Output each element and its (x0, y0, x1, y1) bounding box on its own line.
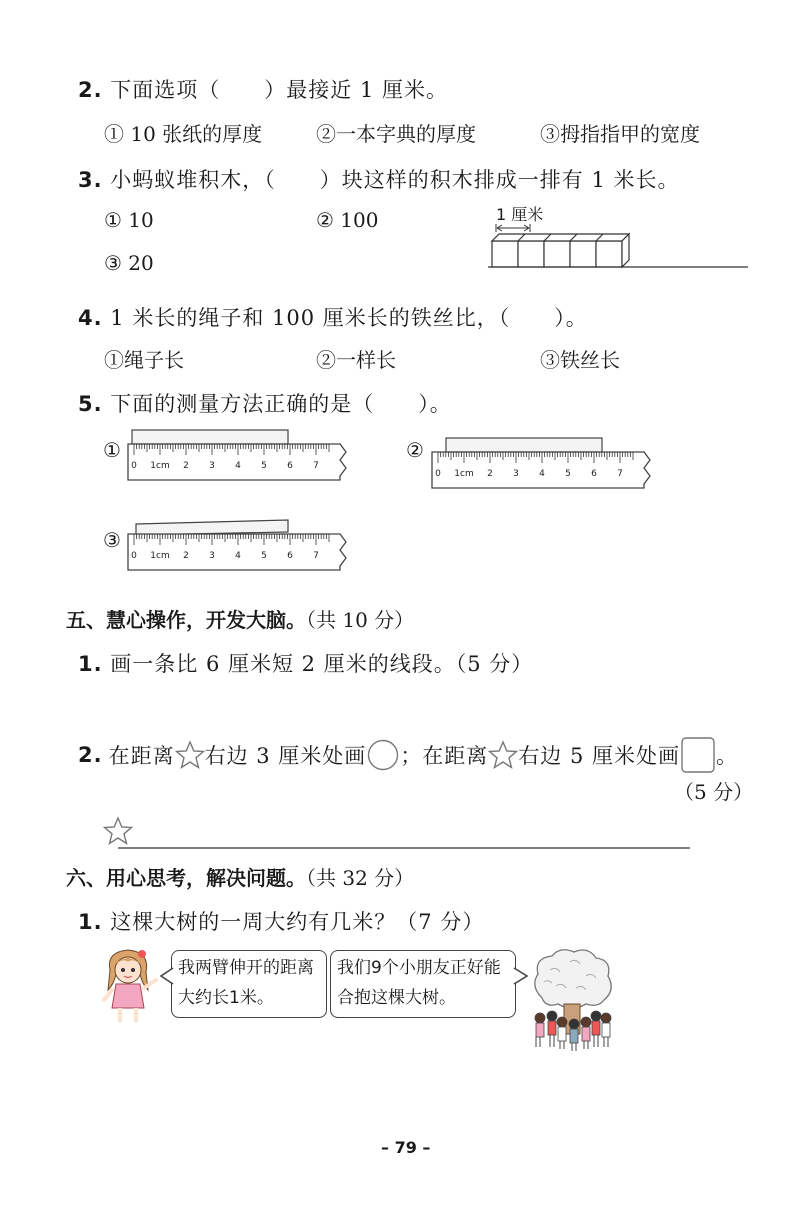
ruler-tick-label: 3 (209, 551, 215, 561)
question-number: 2. (78, 743, 103, 767)
speech-bubble-girl: 我两臂伸开的距离大约长1米。 (171, 950, 327, 1018)
ruler-tick-label: 0 (131, 461, 137, 471)
measured-strip (132, 430, 288, 444)
question-text: 1 米长的绳子和 100 厘米长的铁丝比，（ ）。 (110, 306, 588, 330)
q2-option-3: ③拇指指甲的宽度 (540, 122, 700, 146)
q4-option-3: ③铁丝长 (540, 348, 620, 372)
ruler-tick-label: 4 (539, 469, 545, 479)
ruler-tick-label: 0 (435, 469, 441, 479)
question-number: 1. (78, 910, 103, 934)
star-icon (488, 740, 518, 770)
ruler-tick-label: 5 (565, 469, 571, 479)
ruler-tick-label: 3 (209, 461, 215, 471)
ruler-tick-label: 0 (131, 551, 137, 561)
ruler-tick-label: 2 (183, 461, 189, 471)
star-icon (175, 740, 205, 770)
section-6-question-1 (78, 906, 484, 936)
ruler-tick-label: 3 (513, 469, 519, 479)
ruler-figure-1 (126, 428, 352, 484)
ruler-figure-3 (126, 518, 352, 574)
ruler-marker-2: ② (406, 438, 424, 462)
question-3 (78, 164, 680, 194)
ruler-tick-label: 1cm (150, 551, 170, 561)
ruler-tick-label: 1cm (150, 461, 170, 471)
ruler-tick-label: 1cm (454, 469, 474, 479)
question-text-part: 在距离 (108, 744, 175, 768)
question-text: 这棵大树的一周大约有几米？（7 分） (110, 910, 485, 934)
section-points: （共 32 分） (306, 866, 415, 890)
question-points: （5 分） (674, 780, 754, 804)
question-number: 5. (78, 392, 103, 416)
question-number: 1. (78, 652, 103, 676)
question-number: 4. (78, 306, 103, 330)
q2-option-1: ① 10 张纸的厚度 (104, 122, 263, 146)
ruler-tick-label: 6 (591, 469, 597, 479)
ruler-tick-label: 7 (313, 551, 319, 561)
speech-bubble-children: 我们9个小朋友正好能合抱这棵大树。 (330, 950, 516, 1018)
question-text: 画一条比 6 厘米短 2 厘米的线段。（5 分） (110, 652, 534, 676)
question-text: 下面选项（ ）最接近 1 厘米。 (110, 78, 448, 102)
section-title: 五、慧心操作，开发大脑。 (66, 608, 306, 632)
ruler-marker-3: ③ (103, 528, 121, 552)
ruler-tick-label: 6 (287, 551, 293, 561)
question-number: 2. (78, 78, 103, 102)
ruler-tick-label: 6 (287, 461, 293, 471)
question-text-part: 右边 3 厘米处画 (204, 744, 367, 768)
section-6-heading (66, 862, 414, 891)
circle-icon (366, 738, 400, 772)
bubble-tail (160, 966, 174, 986)
ruler-tick-label: 2 (487, 469, 493, 479)
ruler-tick-label: 5 (261, 461, 267, 471)
question-text-part: ；在距离 (400, 744, 489, 768)
section-points: （共 10 分） (306, 608, 415, 632)
question-text: 小蚂蚁堆积木，（ ）块这样的积木排成一排有 1 米长。 (110, 168, 680, 192)
question-text-part: 右边 5 厘米处画 (518, 744, 681, 768)
girl-illustration (98, 944, 160, 1026)
question-number: 3. (78, 168, 103, 192)
page-number: – 79 – (381, 1138, 431, 1157)
drawing-line-figure (100, 814, 694, 854)
section-5-question-2 (78, 736, 738, 774)
ruler-tick-label: 4 (235, 461, 241, 471)
question-5 (78, 388, 452, 418)
question-4 (78, 302, 588, 332)
tree-with-children-illustration (526, 946, 618, 1054)
question-2 (78, 74, 448, 104)
measured-strip (136, 520, 288, 535)
question-text-part: 。 (716, 744, 739, 768)
ruler-tick-label: 7 (313, 461, 319, 471)
q4-option-2: ②一样长 (316, 348, 396, 372)
ruler-tick-label: 4 (235, 551, 241, 561)
measured-strip (446, 438, 602, 452)
q3-option-3: ③ 20 (104, 251, 154, 275)
ruler-tick-label: 7 (617, 469, 623, 479)
q2-option-2: ②一本字典的厚度 (316, 122, 476, 146)
square-icon (680, 736, 716, 774)
section-5-heading (66, 604, 414, 633)
ruler-figure-2 (430, 436, 656, 492)
q3-option-2: ② 100 (316, 208, 379, 232)
ruler-tick-label: 2 (183, 551, 189, 561)
q4-option-1: ①绳子长 (104, 348, 184, 372)
block-size-label: 1 厘米 (496, 205, 544, 224)
ruler-tick-label: 5 (261, 551, 267, 561)
question-text: 下面的测量方法正确的是（ ）。 (110, 392, 452, 416)
ruler-marker-1: ① (103, 438, 121, 462)
q3-option-1: ① 10 (104, 208, 154, 232)
section-5-question-1 (78, 648, 533, 678)
blocks-diagram (488, 218, 750, 272)
star-icon (105, 818, 132, 844)
section-title: 六、用心思考，解决问题。 (66, 866, 306, 890)
